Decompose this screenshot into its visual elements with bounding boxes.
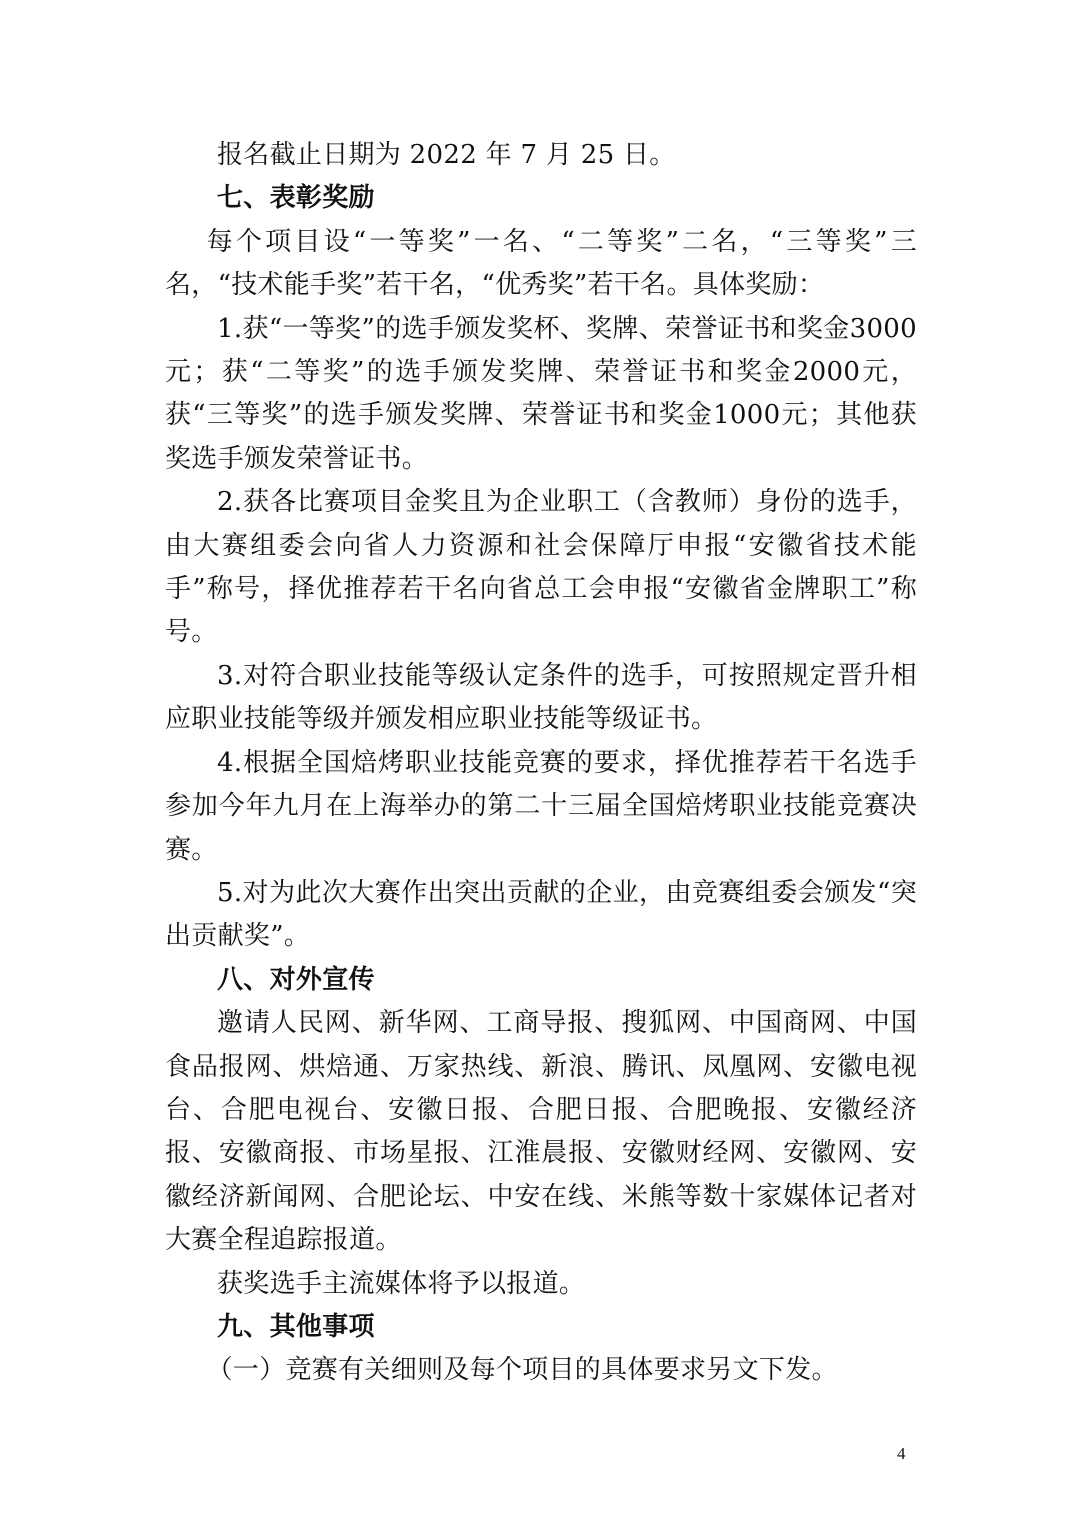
document-body <box>165 134 917 1393</box>
page-number: 4 <box>897 1444 906 1463</box>
paragraph-award-setup: 每个项目设“一等奖”一名、“二等奖”二名，“三等奖”三名，“技术能手奖”若干名，“优秀奖”若干名。具体奖励： <box>165 226 917 301</box>
paragraph-award-3: 3.对符合职业技能等级认定条件的选手，可按照规定晋升相应职业技能等级并颁发相应职业技能等级证书。 <box>165 660 917 735</box>
paragraph-deadline: 报名截止日期为 2022 年 7 月 25 日。 <box>217 140 676 170</box>
heading-other-matters: 九、其他事项 <box>217 1311 375 1342</box>
paragraph-award-2: 2.获各比赛项目金奖且为企业职工（含教师）身份的选手，由大赛组委会向省人力资源和社会保障厅申报“安徽省技术能手”称号，择优推荐若干名向省总工会申报“安徽省金牌职工”称号。 <box>165 487 917 648</box>
heading-awards: 七、表彰奖励 <box>217 183 375 214</box>
heading-publicity: 八、对外宣传 <box>217 964 375 995</box>
paragraph-award-1: 1.获“一等奖”的选手颁发奖杯、奖牌、荣誉证书和奖金3000元；获“二等奖”的选手颁发奖牌、荣誉证书和奖金2000元，获“三等奖”的选手颁发奖牌、荣誉证书和奖金1000元；其他获奖选手颁发荣誉证书。 <box>165 313 917 474</box>
paragraph-award-5: 5.对为此次大赛作出突出贡献的企业，由竞赛组委会颁发“突出贡献奖”。 <box>165 877 917 952</box>
paragraph-media-report: 获奖选手主流媒体将予以报道。 <box>217 1268 586 1299</box>
paragraph-award-4: 4.根据全国焙烤职业技能竞赛的要求，择优推荐若干名选手参加今年九月在上海举办的第二十三届全国焙烤职业技能竞赛决赛。 <box>165 747 917 865</box>
paragraph-media-list: 邀请人民网、新华网、工商导报、搜狐网、中国商网、中国食品报网、烘焙通、万家热线、新浪、腾讯、凤凰网、安徽电视台、合肥电视台、安徽日报、合肥日报、合肥晚报、安徽经济报、安徽商报、市场星报、江淮晨报、安徽财经网、安徽网、安徽经济新闻网、合肥论坛、中安在线、米熊等数十家媒体记者对大赛全程追踪报道。 <box>165 1008 917 1256</box>
paragraph-other-1: （一）竞赛有关细则及每个项目的具体要求另文下发。 <box>206 1355 838 1386</box>
